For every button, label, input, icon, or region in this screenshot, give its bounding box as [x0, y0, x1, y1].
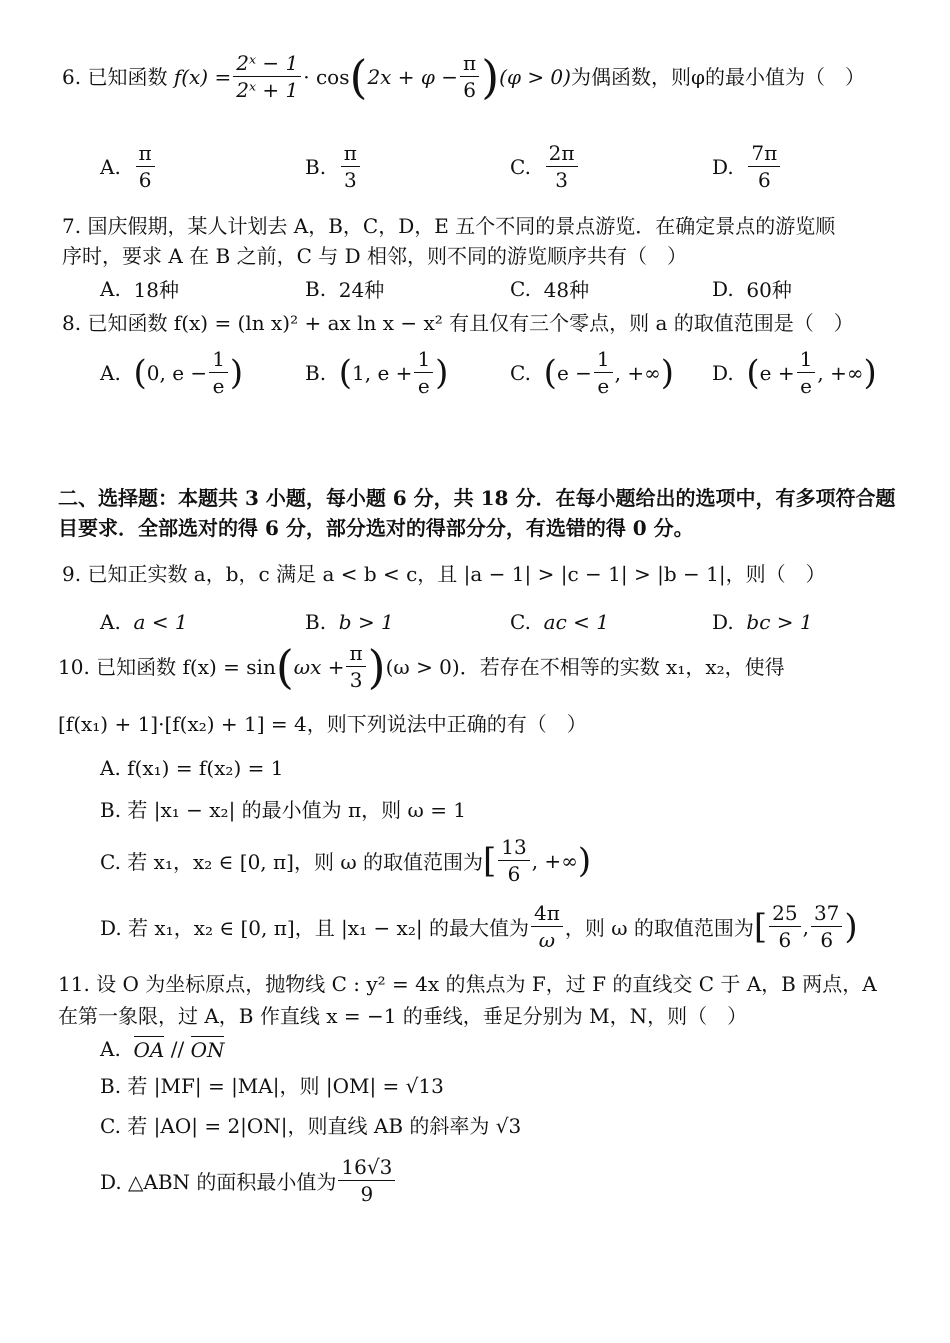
q10-option-a[interactable]: A. f(x₁) = f(x₂) = 1	[100, 756, 284, 780]
section-2-line-2: 目要求．全部选对的得 6 分，部分选对的得部分分，有选错的得 0 分。	[58, 516, 694, 540]
q11-line-1: 11. 设 O 为坐标原点，抛物线 C : y² = 4x 的焦点为 F，过 F 的直线交 C 于 A，B 两点，A	[58, 972, 877, 996]
q6-arg: 2x + φ −	[367, 64, 459, 89]
q9-option-d[interactable]: D. bc > 1	[712, 610, 813, 634]
q10-line-2: [f(x₁) + 1]·[f(x₂) + 1] = 4，则下列说法中正确的有（ ）	[58, 712, 587, 736]
q6-fraction: $\frac{\text{2ˣ − 1}}{\text{2ˣ + 1}}$	[233, 52, 301, 101]
q8-option-c[interactable]: C. ( e − $\frac{1}{e}$ , +∞ )	[510, 347, 675, 398]
q10-line-1: 10. 已知函数 f(x) = sin ( ωx + $\frac{\pi}{3}$ ) (ω > 0)．若存在不相等的实数 x₁，x₂，使得	[58, 639, 785, 694]
q6-paren-open: (	[349, 49, 368, 104]
vector-on: ON	[190, 1038, 225, 1062]
q6-stem	[62, 49, 865, 104]
q8-option-b[interactable]: B. ( 1, e + $\frac{1}{e}$ )	[305, 347, 449, 398]
q6-option-c[interactable]: C. $\frac{2\pi}{3}$	[510, 142, 580, 191]
q9-option-b[interactable]: B. b > 1	[305, 610, 394, 634]
q7-option-d[interactable]: D. 60种	[712, 276, 792, 302]
q7-option-a[interactable]: A. 18种	[100, 276, 179, 302]
q6-option-a[interactable]: A. $\frac{\pi}{6}$	[100, 142, 157, 191]
q7-line-2: 序时，要求 A 在 B 之前，C 与 D 相邻，则不同的游览顺序共有（ ）	[62, 244, 687, 268]
q10-option-c[interactable]: C. 若 x₁，x₂ ∈ [0, π]，则 ω 的取值范围为 [ $\frac{13}{6}$ , +∞ )	[100, 835, 592, 886]
q6-cond: (φ > 0)	[499, 64, 571, 89]
q6-suffix: 为偶函数，则φ的最小值为（ ）	[570, 64, 865, 89]
q6-option-b[interactable]: B. $\frac{\pi}{3}$	[305, 142, 362, 191]
q6-paren-close: )	[481, 49, 500, 104]
q8-option-d[interactable]: D. ( e + $\frac{1}{e}$ , +∞ )	[712, 347, 877, 398]
q9-option-a[interactable]: A. a < 1	[100, 610, 188, 634]
q9-option-c[interactable]: C. ac < 1	[510, 610, 609, 634]
q6-cos: · cos	[303, 64, 350, 89]
section-2-line-1: 二、选择题：本题共 3 小题，每小题 6 分，共 18 分．在每小题给出的选项中，有多项符合题	[58, 486, 896, 510]
q11-option-c[interactable]: C. 若 |AO| = 2|ON|，则直线 AB 的斜率为 √3	[100, 1114, 522, 1138]
q8-option-a[interactable]: A. ( 0, e − $\frac{1}{e}$ )	[100, 347, 244, 398]
q6-pi-over-6: $\frac{\pi}{6}$	[460, 52, 479, 101]
q6-fx: f(x) =	[173, 64, 232, 89]
q8-stem: 8. 已知函数 f(x) = (ln x)² + ax ln x − x² 有且仅有三个零点，则 a 的取值范围是（ ）	[62, 311, 854, 335]
q11-option-d[interactable]: D. △ABN 的面积最小值为 $\frac{16√3}{9}$	[100, 1156, 397, 1205]
q6-prefix: 已知函数	[87, 64, 168, 89]
q9-stem: 9. 已知正实数 a，b，c 满足 a < b < c，且 |a − 1| > |c − 1| > |b − 1|，则（ ）	[62, 562, 826, 586]
q7-line-1: 7. 国庆假期，某人计划去 A，B，C，D，E 五个不同的景点游览．在确定景点的游览顺	[62, 214, 836, 238]
q6-option-d[interactable]: D. $\frac{7\pi}{6}$	[712, 142, 782, 191]
q11-line-2: 在第一象限，过 A，B 作直线 x = −1 的垂线，垂足分别为 M，N，则（ ）	[58, 1004, 748, 1028]
q7-option-b[interactable]: B. 24种	[305, 276, 385, 302]
q7-option-c[interactable]: C. 48种	[510, 276, 590, 302]
q11-option-a[interactable]: A. OA // ON	[100, 1037, 225, 1062]
q10-option-b[interactable]: B. 若 |x₁ − x₂| 的最小值为 π，则 ω = 1	[100, 798, 467, 822]
q11-option-b[interactable]: B. 若 |MF| = |MA|，则 |OM| = √13	[100, 1074, 444, 1098]
vector-oa: OA	[133, 1038, 165, 1062]
q6-number: 6.	[62, 64, 82, 89]
q10-option-d[interactable]: D. 若 x₁，x₂ ∈ [0, π]，且 |x₁ − x₂| 的最大值为 $\frac{4\pi}{\omega}$ ，则 ω 的取值范围为 [ $\frac{25}{6}$ , $\frac{37}{6}$ )	[100, 901, 858, 952]
